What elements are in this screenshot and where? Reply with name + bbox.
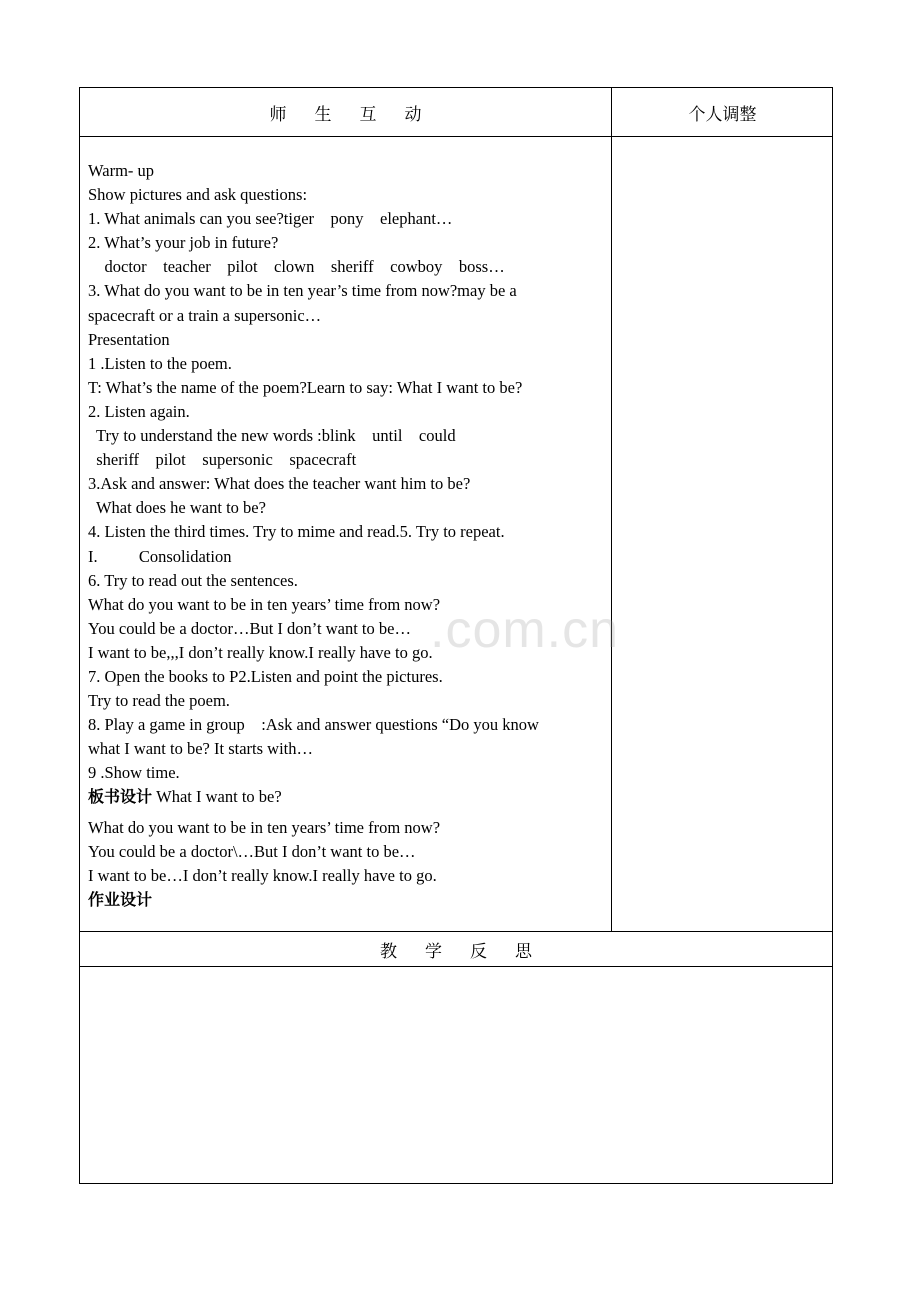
lesson-plan-table: [79, 87, 833, 1184]
content-line: 7. Open the books to P2.Listen and point the pictures.: [88, 666, 443, 686]
content-line: spacecraft or a train a supersonic…: [88, 305, 322, 325]
content-line: I. Consolidation: [88, 546, 232, 566]
content-line: 2. What’s your job in future?: [88, 233, 279, 253]
content-line: You could be a doctor…But I don’t want to be…: [88, 618, 411, 638]
teacher-student-interaction-header: 师生互动: [80, 88, 612, 136]
teaching-reflection-header: 教学反思: [80, 932, 832, 967]
personal-adjustment-header: 个人调整: [688, 104, 757, 125]
content-line: 1. What animals can you see?tiger pony elephant…: [88, 209, 453, 229]
content-line: Show pictures and ask questions:: [88, 185, 308, 205]
teaching-reflection-cell: [80, 968, 832, 1183]
content-line: Presentation: [88, 329, 170, 349]
board-line: What do you want to be in ten years’ time from now?: [88, 817, 441, 837]
table-header-row: [80, 88, 832, 137]
content-line: sheriff pilot supersonic spacecraft: [88, 450, 357, 470]
content-line: T: What’s the name of the poem?Learn to say: What I want to be?: [88, 377, 523, 397]
content-line: 4. Listen the third times. Try to mime and read.5. Try to repeat.: [88, 522, 505, 542]
content-line: Try to read the poem.: [88, 691, 230, 711]
table-body-row: [80, 137, 832, 932]
board-design-label: 板书设计: [88, 787, 153, 807]
board-line: You could be a doctor\…But I don’t want to be…: [88, 841, 416, 861]
board-design-title: What I want to be?: [152, 787, 282, 807]
content-line: 3.Ask and answer: What does the teacher want him to be?: [88, 474, 471, 494]
content-line: Try to understand the new words :blink until could: [88, 426, 456, 446]
board-design-line: [88, 785, 611, 809]
content-line: 2. Listen again.: [88, 401, 190, 421]
content-line: 1 .Listen to the poem.: [88, 353, 232, 373]
homework-label: 作业设计: [88, 889, 153, 909]
content-line: What does he want to be?: [88, 498, 266, 518]
content-line: 8. Play a game in group :Ask and answer questions “Do you know: [88, 715, 539, 735]
content-line: 3. What do you want to be in ten year’s time from now?may be a: [88, 281, 517, 301]
board-line: I want to be…I don’t really know.I really have to go.: [88, 865, 437, 885]
personal-adjustment-cell: [613, 137, 832, 931]
content-line: doctor teacher pilot clown sheriff cowboy boss…: [88, 257, 505, 277]
content-line: I want to be,,,I don’t really know.I really have to go.: [88, 642, 433, 662]
content-line: 6. Try to read out the sentences.: [88, 570, 298, 590]
watermark: .com.cn: [430, 601, 620, 659]
content-line: What do you want to be in ten years’ time from now?: [88, 594, 441, 614]
content-line: Warm- up: [88, 161, 155, 180]
content-line: what I want to be? It starts with…: [88, 739, 313, 759]
lesson-content-cell: [80, 137, 612, 931]
content-line: 9 .Show time.: [88, 763, 180, 783]
